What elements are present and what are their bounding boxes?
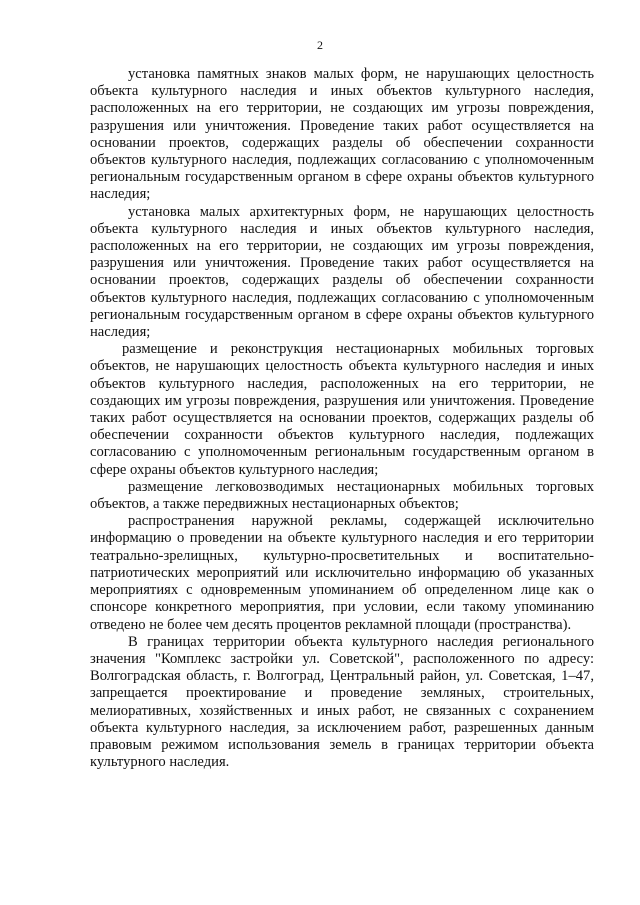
page-number: 2: [317, 38, 323, 52]
document-body: [90, 66, 594, 771]
paragraph-outdoor-advertising: распространения наружной рекламы, содержащей исключительно информацию о проведении на объекте культурного наследия и его территории театрально-зрелищных, культурно-просветительных и воспитательно-патриотических мероприятий или исключительно информацию об указанных мероприятиях с одновременным упоминанием об определенном лице как о спонсоре конкретного мероприятия, при условии, если такому упоминанию отведено не более чем десять процентов рекламной площади (пространства).: [90, 513, 594, 633]
paragraph-memorial-signs: установка памятных знаков малых форм, не нарушающих целостность объекта культурного наследия и иных объектов культурного наследия, расположенных на его территории, не создающих им угрозы повреждения, разрушения или уничтожения. Проведение таких работ осуществляется на основании проектов, содержащих разделы об обеспечении сохранности объектов культурного наследия, подлежащих согласованию с уполномоченным региональным государственным органом в сфере охраны объектов культурного наследия;: [90, 66, 594, 203]
paragraph-territory-restrictions: В границах территории объекта культурного наследия регионального значения "Комплекс застройки ул. Советской", расположенного по адресу: Волгоградская область, г. Волгоград, Центральный район, ул. Советская, 1–47, запрещается проектирование и проведение земляных, строительных, мелиоративных, хозяйственных и иных работ, не связанных с сохранением объекта культурного наследия, за исключением работ, разрешенных данным правовым режимом использования земель в границах территории объекта культурного наследия.: [90, 633, 594, 771]
paragraph-lightweight-trade-objects: размещение легковозводимых нестационарных мобильных торговых объектов, а также передвижных нестационарных объектов;: [90, 478, 594, 513]
paragraph-mobile-trade-objects: размещение и реконструкция нестационарных мобильных торговых объектов, не нарушающих целостность объекта культурного наследия и иных объектов культурного наследия, расположенных на его территории, не создающих им угрозы повреждения, разрушения или уничтожения. Проведение таких работ осуществляется на основании проектов, содержащих разделы об обеспечении сохранности объектов культурного наследия, подлежащих согласованию с уполномоченным региональным государственным органом в сфере охраны объектов культурного наследия;: [90, 341, 594, 478]
paragraph-small-architectural-forms: установка малых архитектурных форм, не нарушающих целостность объекта культурного наследия и иных объектов культурного наследия, расположенных на его территории, не создающих им угрозы повреждения, разрушения или уничтожения. Проведение таких работ осуществляется на основании проектов, содержащих разделы об обеспечении сохранности объектов культурного наследия, подлежащих согласованию с уполномоченным региональным государственным органом в сфере охраны объектов культурного наследия;: [90, 203, 594, 341]
